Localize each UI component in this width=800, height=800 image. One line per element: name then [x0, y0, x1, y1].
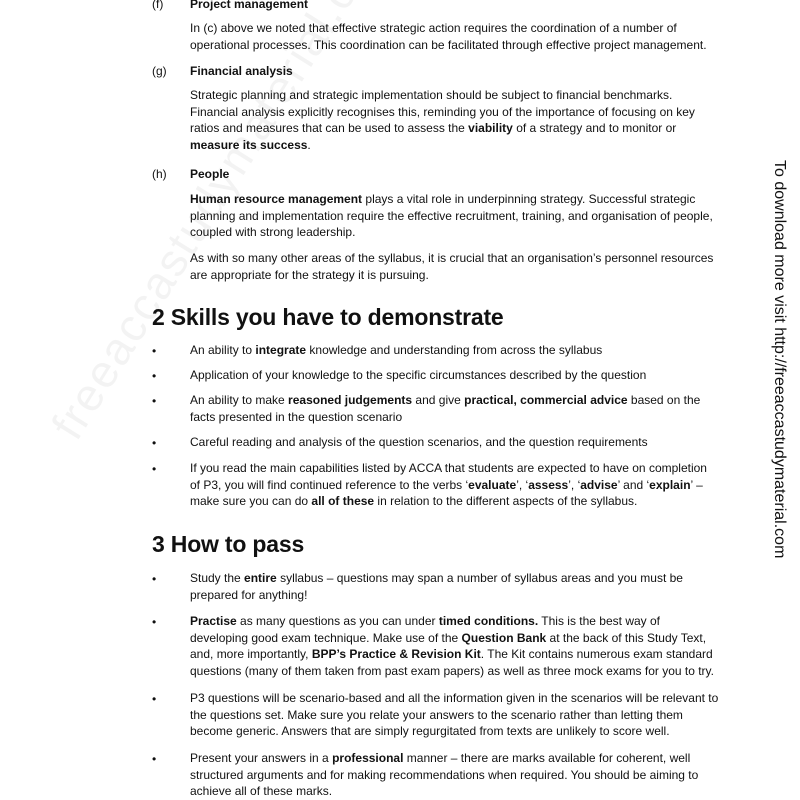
paragraph-project-management: In (c) above we noted that effective strategic action requires the coordination of a number of operational processes. This coordination can be facilitated through effective project management. — [190, 21, 707, 52]
heading-skills: 2 Skills you have to demonstrate — [152, 304, 504, 330]
skills-item-careful-reading: Careful reading and analysis of the question scenarios, and the question requirements — [190, 435, 648, 449]
skills-item-capabilities: If you read the main capabilities listed by ACCA that students are expected to have on completion of P3, you will find continued reference to the verbs ‘evaluate’, ‘assess’, ‘advise’ and ‘explain’ – make sure you can do all of these in relation to the different aspects of the syllabus. — [190, 461, 707, 509]
bullet-icon: • — [152, 692, 157, 706]
skills-item-application: Application of your knowledge to the specific circumstances described by the question — [190, 368, 647, 382]
pass-item-professional: Present your answers in a professional manner – there are marks available for coherent, well structured arguments and for making recommendations when required. You should be aiming to achieve all of these marks. — [190, 751, 699, 799]
bullet-icon: • — [152, 462, 157, 476]
bullet-icon: • — [152, 615, 157, 629]
pass-item-practise: Practise as many questions as you can under timed conditions. This is the best way of developing good exam technique. Make use of the Question Bank at the back of this Study Text, and, more importantly, BPP’s Practice & Revision Kit. The Kit contains numerous exam standard questions (many of them taken from past exam papers) as well as three mock exams for you to try. — [190, 614, 714, 678]
skills-item-judgements: An ability to make reasoned judgements and give practical, commercial advice based on the facts presented in the question scenario — [190, 393, 701, 424]
bullet-icon: • — [152, 369, 157, 383]
bullet-icon: • — [152, 572, 157, 586]
paragraph-people: Human resource management plays a vital role in underpinning strategy. Successful strategic planning and implementation require the effective recruitment, training, and organisation of people, coupled with strong leadership. — [190, 192, 713, 240]
heading-people: People — [190, 167, 230, 181]
pass-item-entire-syllabus: Study the entire syllabus – questions may span a number of syllabus areas and you must be prepared for anything! — [190, 571, 683, 602]
bullet-icon: • — [152, 394, 157, 408]
section-label-g: (g) — [152, 64, 167, 78]
heading-financial-analysis: Financial analysis — [190, 64, 293, 78]
side-download-note — [770, 160, 788, 640]
heading-project-management: Project management — [190, 0, 309, 11]
bullet-icon: • — [152, 436, 157, 450]
section-label-h: (h) — [152, 167, 167, 181]
section-label-f: (f) — [152, 0, 164, 11]
paragraph-personnel-resources: As with so many other areas of the syllabus, it is crucial that an organisation’s personnel resources are appropriate for the strategy it is pursuing. — [190, 251, 714, 282]
side-download-text: To download more visit http://freeaccastudymaterial.com — [771, 160, 788, 559]
paragraph-financial-analysis: Strategic planning and strategic implementation should be subject to financial benchmarks. Financial analysis explicitly recognises this, reminding you of the importance of focusing on key ratios and measures that can be used to assess the viability of a strategy and to monitor or measure its success. — [190, 88, 695, 152]
skills-item-integrate: An ability to integrate knowledge and understanding from across the syllabus — [190, 343, 603, 357]
heading-how-to-pass: 3 How to pass — [152, 531, 305, 557]
bullet-icon: • — [152, 344, 157, 358]
pass-item-scenario-based: P3 questions will be scenario-based and all the information given in the scenarios will be relevant to the questions set. Make sure you relate your answers to the scenario rather than letting them become generic. Answers that are simply regurgitated from texts are unlikely to score well. — [190, 691, 719, 739]
bullet-icon: • — [152, 752, 157, 766]
